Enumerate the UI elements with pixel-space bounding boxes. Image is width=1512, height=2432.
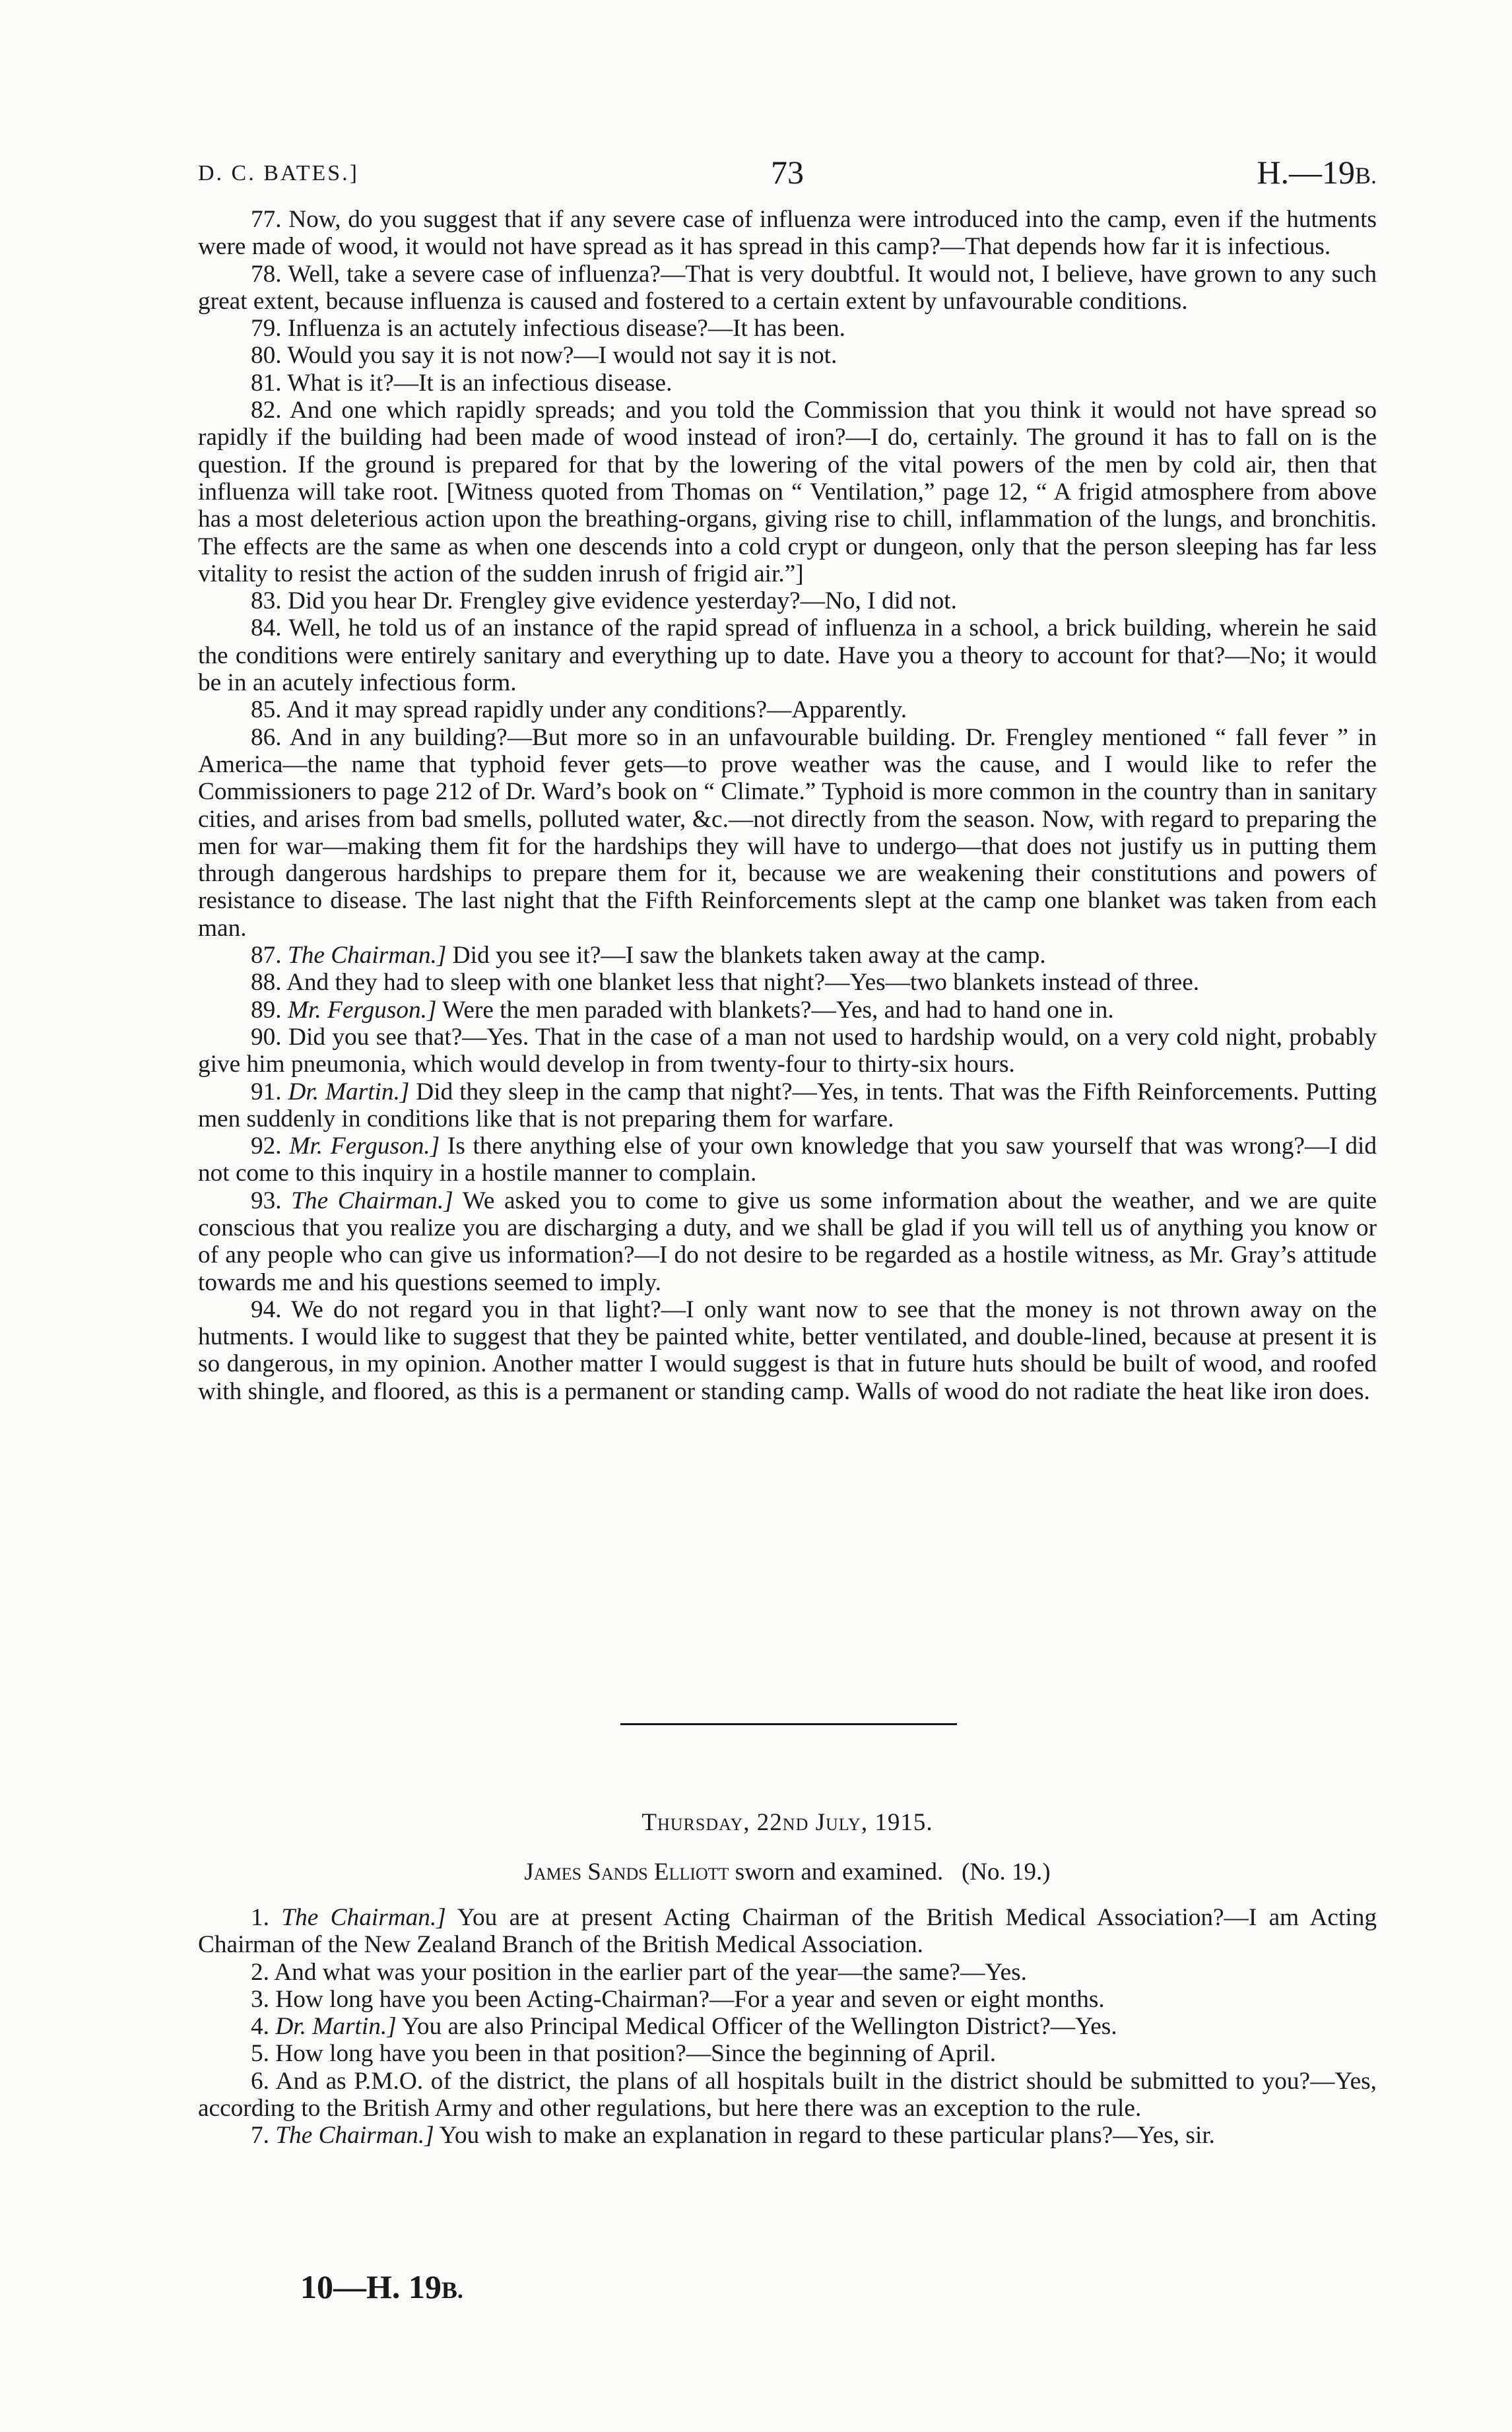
paragraph: 6. And as P.M.O. of the district, the plans of all hospitals built in the district should be submitted to you?—Yes, according to the British Army and other regulations, but here there was an exception to the rule. <box>198 2067 1377 2122</box>
question-number: 4. <box>251 2013 269 2041</box>
paragraph <box>198 1078 1377 1133</box>
paragraph-text: You are also Principal Medical Officer of the Wellington District?—Yes. <box>401 2013 1117 2041</box>
paragraph-text: We asked you to come to give us some information about the weather, and we are quite conscious that you realize you are discharging a duty, and we shall be glad if you will tell us of anything you know or of any people who can give us information?—I do not desire to be regarded as a hostile witness, as Mr. Gray’s attitude towards me and his questions seemed to imply. <box>198 1187 1377 1296</box>
paragraph <box>198 942 1377 969</box>
paragraph-text: You are at present Acting Chairman of the British Medical Association?—I am Acting Chairman of the New Zealand Branch of the British Medical Association. <box>198 1904 1377 1959</box>
witness-name: James Sands Elliott <box>524 1858 729 1886</box>
paragraph: 90. Did you see that?—Yes. That in the case of a man not used to hardship would, on a very cold night, probably give him pneumonia, which would develop in from twenty-four to thirty-six hours. <box>198 1023 1377 1078</box>
question-number: 87. <box>251 942 282 970</box>
header-paper-ref-sub: B. <box>1354 162 1377 189</box>
section-divider <box>620 1723 957 1725</box>
speaker-name: The Chairman.] <box>275 2122 434 2150</box>
header-witness-name: D. C. BATES.] <box>198 161 359 185</box>
paragraph <box>198 997 1377 1024</box>
question-number: 91. <box>251 1078 282 1105</box>
speaker-name: Mr. Ferguson.] <box>287 996 437 1024</box>
paragraph <box>198 2122 1377 2149</box>
witness-status: sworn and examined. <box>735 1858 944 1886</box>
paragraph: 85. And it may spread rapidly under any conditions?—Apparently. <box>251 696 907 724</box>
speaker-name: Mr. Ferguson.] <box>289 1133 440 1160</box>
testimony-body-2 <box>198 1904 1377 2150</box>
page-header <box>198 153 1377 199</box>
question-number: 92. <box>251 1133 282 1160</box>
witness-heading <box>198 1858 1377 1886</box>
paragraph: 3. How long have you been Acting-Chairman?—For a year and seven or eight months. <box>251 1985 1105 2013</box>
paragraph-text: Is there anything else of your own knowledge that you saw yourself that was wrong?—I did not come to this inquiry in a hostile manner to complain. <box>198 1133 1377 1187</box>
speaker-name: Dr. Martin.] <box>288 1078 410 1105</box>
paragraph-text: Were the men paraded with blankets?—Yes, and had to hand one in. <box>442 996 1114 1024</box>
signature-mark <box>300 2268 463 2306</box>
speaker-name: The Chairman.] <box>287 942 447 970</box>
paragraph <box>198 2013 1377 2040</box>
paragraph <box>198 1904 1377 1959</box>
paragraph <box>198 1133 1377 1187</box>
paragraph: 78. Well, take a severe case of influenza?—That is very doubtful. It would not, I believe, have grown to any such great extent, because influenza is caused and fostered to a certain extent by unfavourable conditions. <box>198 260 1377 315</box>
paragraph: 94. We do not regard you in that light?—I only want now to see that the money is not thrown away on the hutments. I would like to suggest that they be painted white, better ventilated, and double-lined, because at present it is so dangerous, in my opinion. Another matter I would suggest is that in future huts should be built of wood, and roofed with shingle, and floored, as this is a permanent or standing camp. Walls of wood do not radiate the heat like iron does. <box>198 1296 1377 1405</box>
paragraph: 81. What is it?—It is an infectious disease. <box>251 369 673 397</box>
paragraph: 82. And one which rapidly spreads; and you told the Commission that you think it would not have spread so rapidly if the building had been made of wood instead of iron?—I do, certainly. The ground it has to fall on is the question. If the ground is prepared for that by the lowering of the vital powers of the men by cold air, then that influenza will take root. [Witness quoted from Thomas on “ Ventilation,” page 12, “ A frigid atmosphere from above has a most deleterious action upon the breathing-organs, giving rise to chill, inflammation of the lungs, and bronchitis. The effects are the same as when one descends into a cold crypt or dungeon, only that the person sleeping has far less vitality to resist the action of the sudden inrush of frigid air.”] <box>198 397 1377 587</box>
paragraph: 80. Would you say it is not now?—I would not say it is not. <box>251 342 838 370</box>
paragraph <box>198 1187 1377 1296</box>
speaker-name: The Chairman.] <box>281 1904 446 1931</box>
paragraph-text: Did they sleep in the camp that night?—Yes, in tents. That was the Fifth Reinforcements. Putting men suddenly in conditions like that is not preparing them for warfare. <box>198 1078 1377 1133</box>
question-number: 1. <box>251 1904 269 1931</box>
testimony-body-1 <box>198 206 1377 1405</box>
paragraph-text: You wish to make an explanation in regard to these particular plans?—Yes, sir. <box>439 2122 1215 2150</box>
paragraph: 84. Well, he told us of an instance of the rapid spread of influenza in a school, a brick building, wherein he said the conditions were entirely sanitary and everything up to date. Have you a theory to account for that?—No; it would be in an acutely infectious form. <box>198 614 1377 697</box>
paragraph-text: Did you see it?—I saw the blankets taken away at the camp. <box>452 942 1046 970</box>
page-number: 73 <box>771 154 804 191</box>
paragraph: 86. And in any building?—But more so in an unfavourable building. Dr. Frengley mentioned “ fall fever ” in America—the name that typhoid fever gets—to prove weather was the cause, and I would like to refer the Commissioners to page 212 of Dr. Ward’s book on “ Climate.” Typhoid is more common in the country than in sanitary cities, and arises from bad smells, polluted water, &c.—not directly from the season. Now, with regard to preparing the men for war—making them fit for the hardships they will have to undergo—that does not justify us in putting them through dangerous hardships to prepare them for it, because we are weakening their constitutions and powers of resistance to disease. The last night that the Fifth Reinforcements slept at the camp one blanket was taken from each man. <box>198 723 1377 942</box>
question-number: 93. <box>251 1187 282 1214</box>
witness-number: (No. 19.) <box>961 1858 1051 1886</box>
paragraph: 2. And what was your position in the earlier part of the year—the same?—Yes. <box>251 1958 1027 1986</box>
paragraph: 83. Did you hear Dr. Frengley give evidence yesterday?—No, I did not. <box>251 587 957 615</box>
paragraph: 5. How long have you been in that position?—Since the beginning of April. <box>251 2040 997 2068</box>
header-paper-ref-main: H.—19 <box>1257 154 1355 191</box>
signature-main: 10—H. 19 <box>300 2268 442 2305</box>
speaker-name: The Chairman.] <box>291 1187 453 1214</box>
header-paper-ref <box>1257 153 1377 191</box>
paragraph: 88. And they had to sleep with one blanket less that night?—Yes—two blankets instead of three. <box>251 969 1200 997</box>
question-number: 89. <box>251 996 282 1024</box>
question-number: 7. <box>251 2122 269 2150</box>
signature-sub: B. <box>441 2277 463 2303</box>
speaker-name: Dr. Martin.] <box>275 2013 397 2041</box>
paragraph: 79. Influenza is an actutely infectious disease?—It has been. <box>251 315 846 343</box>
section-date: Thursday, 22nd July, 1915. <box>641 1809 933 1836</box>
paragraph: 77. Now, do you suggest that if any severe case of influenza were introduced into the camp, even if the hutments were made of wood, it would not have spread as it has spread in this camp?—That depends how far it is infectious. <box>198 206 1377 261</box>
